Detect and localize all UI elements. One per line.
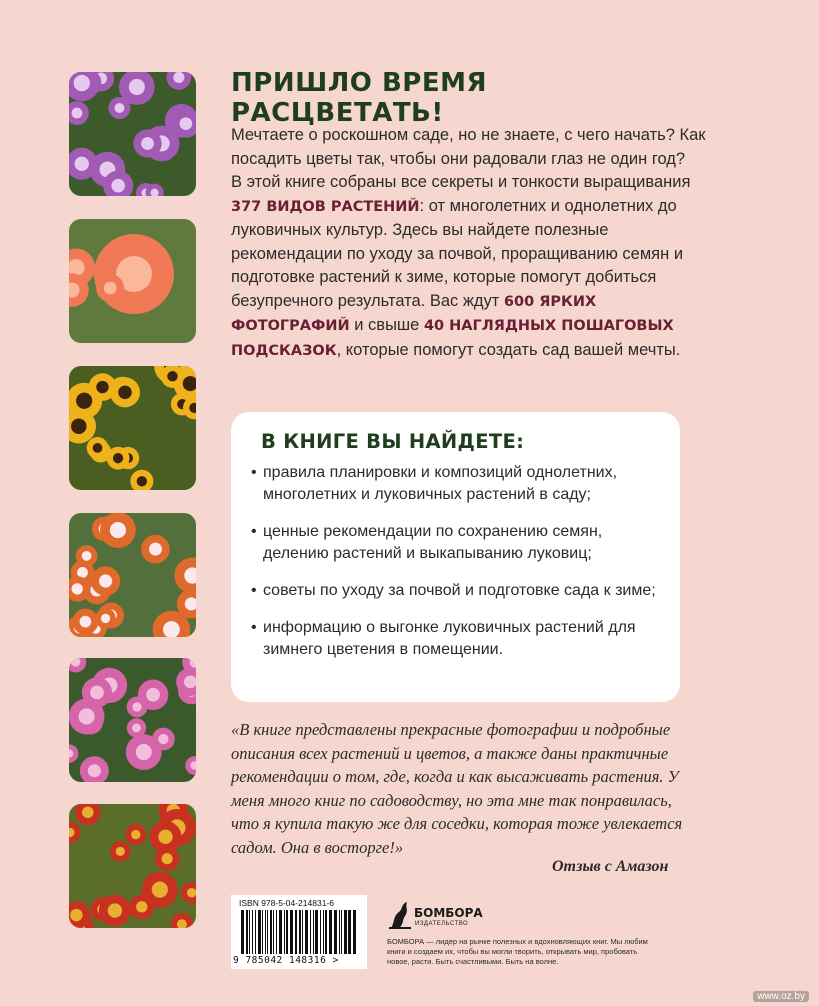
rudbeckia-photo (69, 366, 196, 490)
barcode-digits: 9 785042 148316 > (233, 955, 339, 966)
features-title: В КНИГЕ ВЫ НАЙДЕТЕ: (261, 430, 525, 453)
barcode (231, 895, 367, 969)
list-item: • советы по уходу за почвой и подготовке сада к зиме; (251, 580, 671, 602)
list-item: • правила планировки и композиций однолетних, многолетних и луковичных растений в саду; (251, 462, 671, 506)
mixed-flowers-photo (69, 513, 196, 637)
intro-paragraph-1: Мечтаете о роскошном саде, но не знаете, с чего начать? Как посадить цветы так, чтобы они радовали глаз не один год? (231, 126, 706, 168)
highlight-tips: 40 НАГЛЯДНЫХ ПОШАГОВЫХ ПОДСКАЗОК (231, 318, 674, 359)
petunia-photo (69, 72, 196, 196)
publisher-description: БОМБОРА — лидер на рынке полезных и вдохновляющих книг. Мы любим книги и создаем их, чтобы вы могли творить, открывать мир, пробовать новое, расти. Быть счастливыми. Быть на волне. (387, 937, 648, 966)
publisher-name: БОМБОРА (414, 906, 483, 920)
intro-text (231, 124, 711, 363)
dahlia-photo (69, 219, 196, 343)
review-source: Отзыв с Амазон (552, 858, 669, 875)
intro-paragraph-2: В этой книге собраны все секреты и тонкости выращивания 377 ВИДОВ РАСТЕНИЙ: от многолетних и однолетних до луковичных культур. Здесь вы найдете полезные рекомендации по уходу за почвой, проращиванию семян и подготовке растений к зиме, которые помогут добиться безупречного результата. Вас ждут 600 ЯРКИХ ФОТОГРАФИЙ и свыше 40 НАГЛЯДНЫХ ПОШАГОВЫХ ПОДСКАЗОК, которые помогут создать сад вашей мечты. (231, 173, 691, 359)
isbn-label: ISBN 978-5-04-214831-6 (239, 898, 334, 908)
list-item: • ценные рекомендации по сохранению семян, делению растений и выкапыванию луковиц; (251, 521, 671, 565)
review-quote: «В книге представлены прекрасные фотографии и подробные описания всех растений и цветов, а также даны практичные рекомендации о том, где, когда и как высаживать растения. У меня много книг по садоводству, но эта мне так понравилась, что я купила такую же для соседки, которая тоже увлекается садом. Она в восторге!» (231, 720, 683, 857)
publisher-subtitle: ИЗДАТЕЛЬСТВО (415, 921, 469, 927)
list-item: • информацию о выгонке луковичных растений для зимнего цветения в помещении. (251, 617, 671, 661)
highlight-photos: 600 ЯРКИХ ФОТОГРАФИЙ (231, 293, 597, 334)
highlight-species: 377 ВИДОВ РАСТЕНИЙ (231, 198, 420, 215)
watermark: www.oz.by (753, 991, 809, 1002)
bombora-logo-icon (387, 900, 413, 930)
chrysanthemum-photo (69, 658, 196, 782)
helenium-photo (69, 804, 196, 928)
features-card (231, 412, 680, 702)
features-list (251, 462, 671, 676)
barcode-bars (241, 910, 357, 954)
page-title: ПРИШЛО ВРЕМЯ РАСЦВЕТАТЬ! (231, 68, 487, 128)
